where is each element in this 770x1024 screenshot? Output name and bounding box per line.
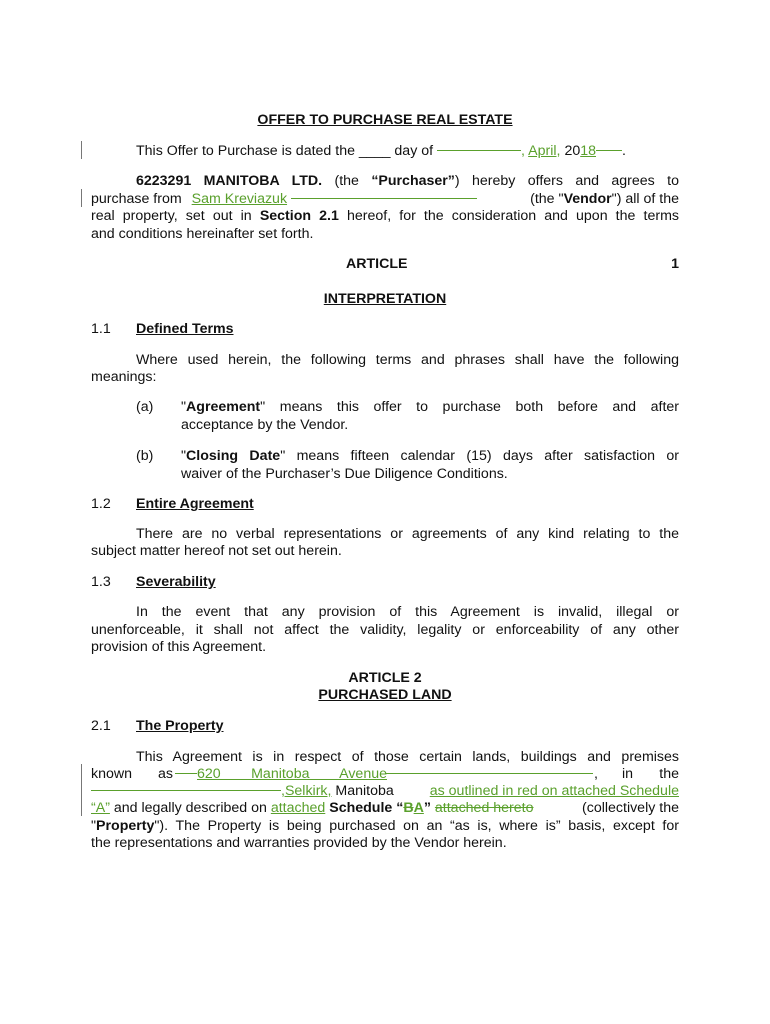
inserted-comma: , xyxy=(281,783,285,799)
definition-text: means fifteen calendar (15) days after satisfaction or xyxy=(296,448,679,464)
defined-term-property: Property xyxy=(96,818,155,834)
parties-line-3 xyxy=(91,207,679,225)
parties-text: (the xyxy=(334,173,359,189)
defined-term-closing-date: Closing Date xyxy=(186,448,281,464)
revision-bar xyxy=(81,189,82,207)
year-prefix: 20 xyxy=(564,143,581,159)
definition-closing-date-line-2: waiver of the Purchaser’s Due Diligence Conditions. xyxy=(181,466,508,482)
revision-bar xyxy=(81,141,82,159)
section-number: 2.1 xyxy=(91,718,111,734)
purchaser-name: 6223291 MANITOBA LTD. xyxy=(136,173,323,189)
deleted-attached-hereto: attached hereto xyxy=(434,800,534,816)
section-heading-defined-terms: Defined Terms xyxy=(136,321,234,337)
inserted-attached: attached xyxy=(270,800,326,816)
property-line-5 xyxy=(91,817,679,835)
section-heading-severability: Severability xyxy=(136,574,216,590)
property-line-4 xyxy=(91,799,679,817)
section-number: 1.2 xyxy=(91,496,111,512)
paragraph-line: In the event that any provision of this Agreement is invalid, illegal or xyxy=(136,604,679,620)
definition-closing-date-line-1: "Closing Date" means fifteen calendar (15) days after satisfaction or xyxy=(181,448,679,464)
paragraph-line: meanings: xyxy=(91,369,157,385)
definition-text: means this offer to purchase both before and after xyxy=(279,399,679,415)
inserted-selkirk: Selkirk, xyxy=(284,783,332,799)
paragraph-line: There are no verbal representations or agreements of any kind relating to the xyxy=(136,526,679,542)
article-number: 1 xyxy=(671,256,679,272)
definition-agreement-line-1: "Agreement" means this offer to purchase both before and after xyxy=(181,399,679,415)
year-inserted: 18 xyxy=(580,143,596,159)
inserted-blank-line xyxy=(291,197,477,199)
item-label: (a) xyxy=(136,399,154,415)
section-number: 1.1 xyxy=(91,321,111,337)
parties-text: ) hereby offers and agrees to xyxy=(454,173,679,189)
paragraph-line: This Agreement is in respect of those certain lands, buildings and premises xyxy=(136,749,679,765)
parties-line-2 xyxy=(91,190,679,208)
item-label: (b) xyxy=(136,448,154,464)
parties-text: hereof, for the consideration and upon the terms xyxy=(347,208,679,224)
property-text: known xyxy=(91,766,133,782)
vendor-name: Sam Kreviazuk xyxy=(191,191,288,207)
property-text: , xyxy=(594,766,598,782)
schedule-ref: Schedule “ xyxy=(329,800,404,816)
dated-text: This Offer to Purchase is dated the ____ day of xyxy=(136,143,434,159)
property-text: "). The Property is being purchased on an “as is, where is” basis, except for xyxy=(154,818,679,834)
deleted-blank xyxy=(175,765,197,783)
parties-text: (the " xyxy=(530,191,564,207)
inserted-blank-line xyxy=(91,789,281,791)
parties-line-4: and conditions hereinafter set forth. xyxy=(91,226,314,242)
property-address: 620 Manitoba Avenue xyxy=(197,766,387,782)
property-text: Manitoba xyxy=(335,783,394,799)
property-text: (collectively the xyxy=(582,800,679,816)
vendor-term: Vendor xyxy=(563,191,612,207)
property-text: in xyxy=(622,766,634,782)
inserted-blank-line xyxy=(437,149,521,151)
article-word: ARTICLE xyxy=(346,256,408,272)
parties-line-1 xyxy=(91,172,679,190)
inserted-blank-line xyxy=(385,765,593,783)
section-heading-the-property: The Property xyxy=(136,718,224,734)
dated-line: This Offer to Purchase is dated the ____ day of , April, 2018 . xyxy=(136,143,626,159)
inserted-schedule-note: as outlined in red on attached Schedule xyxy=(429,783,679,799)
parties-text: real property, set out in xyxy=(91,208,252,224)
document-title: OFFER TO PURCHASE REAL ESTATE xyxy=(257,112,513,128)
section-ref: Section 2.1 xyxy=(259,208,339,224)
revision-bar xyxy=(81,764,82,816)
deleted-blank xyxy=(596,150,622,151)
section-heading-entire-agreement: Entire Agreement xyxy=(136,496,254,512)
inserted-letter: A xyxy=(413,800,424,816)
property-text: the xyxy=(659,766,679,782)
inserted-month: April, xyxy=(528,143,561,159)
article-2-heading: PURCHASED LAND xyxy=(318,687,452,703)
defined-term-agreement: Agreement xyxy=(186,399,261,415)
section-number: 1.3 xyxy=(91,574,111,590)
property-text: " xyxy=(91,818,97,834)
article-1-heading: INTERPRETATION xyxy=(323,291,447,307)
inserted-comma: , xyxy=(521,143,525,159)
parties-text: purchase from xyxy=(91,191,182,207)
purchaser-term: “Purchaser” xyxy=(371,173,455,189)
parties-text: ") all of the xyxy=(611,191,679,207)
schedule-quote: ” xyxy=(423,800,431,816)
deleted-letter: B xyxy=(403,800,414,816)
property-text: and legally described on xyxy=(113,800,267,816)
property-text: as xyxy=(158,766,173,782)
inserted-schedule-letter: “A” xyxy=(91,800,110,816)
property-line-3 xyxy=(91,782,679,800)
definition-agreement-line-2: acceptance by the Vendor. xyxy=(181,417,349,433)
article-2-title: ARTICLE 2 xyxy=(348,670,422,686)
paragraph-line: subject matter hereof not set out herein. xyxy=(91,543,342,559)
paragraph-line: unenforceable, it shall not affect the validity, legality or enforceability of any other xyxy=(91,622,679,638)
parties-vendor-clause xyxy=(530,190,679,208)
paragraph-line: Where used herein, the following terms and phrases shall have the following xyxy=(136,352,679,368)
paragraph-line: provision of this Agreement. xyxy=(91,639,267,655)
property-line-6: the representations and warranties provided by the Vendor herein. xyxy=(91,835,507,851)
